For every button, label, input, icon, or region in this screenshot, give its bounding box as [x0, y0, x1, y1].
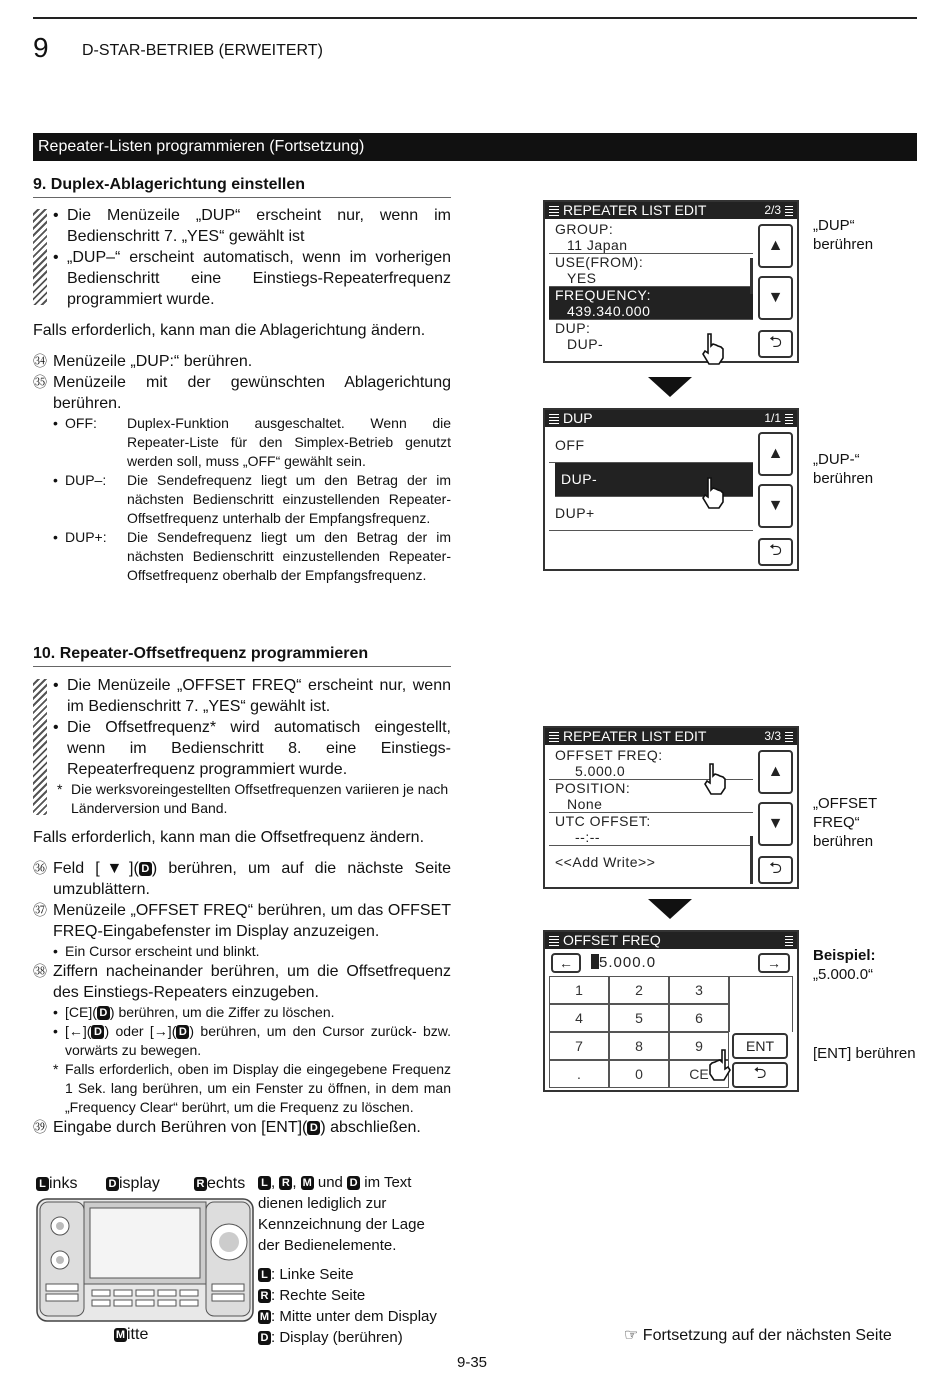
down-icon: ▼	[767, 289, 784, 306]
sec10-note-1: • Die Menüzeile „OFFSET FREQ“ erscheint nur, wenn im Bedienschritt 7. „YES“ gewählt ist.	[53, 675, 451, 717]
def-value: Die Sendefrequenz liegt um den Betrag der im nächsten Bedienschritt einzustellenden Repeater-Offsetfrequenz oberhalb der Empfangsfrequenz.	[127, 529, 451, 583]
header-rule	[33, 17, 917, 19]
step-38-sub-2: • [←]( D ) oder [→]( D ) berühren, um den Cursor zurück- bzw. vorwärts zu bewegen.	[33, 1022, 451, 1060]
step-36: ㊱ Feld [▼]( D ) berühren, um auf die nächste Seite umzublättern.	[33, 860, 451, 898]
key-3[interactable]: 3	[669, 976, 729, 1004]
row-position[interactable]: POSITION: None	[549, 780, 753, 813]
step-35-num: ㉟	[33, 374, 47, 390]
key-8[interactable]: 8	[609, 1032, 669, 1060]
touch-hand-icon	[707, 1048, 733, 1082]
down-icon: ▼	[767, 497, 784, 514]
back-button[interactable]	[732, 1062, 788, 1088]
def-dup-minus	[33, 471, 451, 528]
sec9-notes	[33, 205, 451, 310]
legend-r: R : Rechte Seite	[258, 1285, 437, 1306]
screen-title: REPEATER LIST EDIT 2/3	[545, 202, 797, 219]
sec10-notes	[33, 675, 451, 818]
screen-offset-freq-input	[543, 930, 799, 1092]
screen-title: REPEATER LIST EDIT 3/3	[545, 728, 797, 745]
key-d: D	[176, 1025, 189, 1039]
option-dup-plus[interactable]: DUP+	[549, 497, 753, 531]
key-5[interactable]: 5	[609, 1004, 669, 1032]
sec10-steps	[33, 858, 451, 1138]
arrow-down-icon	[648, 377, 692, 397]
step-37-sub: • Ein Cursor erscheint und blinkt.	[33, 942, 451, 961]
screen-repeater-list-edit-2	[543, 200, 799, 363]
up-icon: ▲	[767, 445, 784, 462]
legend-display: D isplay	[106, 1175, 160, 1193]
radio-front-panel-illustration	[36, 1198, 254, 1324]
screen-repeater-list-edit-3	[543, 726, 799, 889]
cursor-block	[591, 954, 599, 969]
sec10-heading: 10. Repeater-Offsetfrequenz programmieren	[33, 645, 369, 662]
sec9-intro: Falls erforderlich, kann man die Ablagerichtung ändern.	[33, 322, 426, 339]
def-key: • OFF:	[53, 414, 127, 471]
scrollbar[interactable]	[750, 836, 753, 884]
up-button[interactable]	[758, 750, 793, 794]
key-dot[interactable]: .	[549, 1060, 609, 1088]
key-d: D	[97, 1006, 110, 1020]
chapter-number: 9	[33, 32, 49, 63]
keypad-blank	[729, 976, 793, 1032]
step-35	[33, 372, 451, 414]
sec9-steps	[33, 351, 451, 585]
screen-title: DUP 1/1	[545, 410, 797, 427]
row-use-from[interactable]: USE(FROM): YES	[549, 254, 753, 287]
back-icon: ⮌	[769, 541, 782, 559]
legend-list	[258, 1264, 437, 1348]
key-7[interactable]: 7	[549, 1032, 609, 1060]
legend-l: L : Linke Seite	[258, 1264, 437, 1285]
cursor-right-button[interactable]: →	[758, 953, 790, 973]
note-hatch	[33, 679, 47, 815]
screen-title: OFFSET FREQ	[545, 932, 797, 949]
up-button[interactable]	[758, 432, 793, 476]
sec10-intro: Falls erforderlich, kann man die Offsetfrequenz ändern.	[33, 829, 425, 846]
section-bar: Repeater-Listen programmieren (Fortsetzung)	[33, 133, 917, 161]
sec9-heading: 9. Duplex-Ablagerichtung einstellen	[33, 176, 306, 193]
row-frequency[interactable]: FREQUENCY: 439.340.000	[549, 287, 753, 320]
legend-rechts: R echts	[194, 1175, 245, 1193]
row-group[interactable]: GROUP: 11 Japan	[549, 221, 753, 254]
step-38-sub-1: • [CE]( D ) berühren, um die Ziffer zu löschen.	[33, 1003, 451, 1022]
key-1[interactable]: 1	[549, 976, 609, 1004]
legend-description: L , R , M und D im Text dienen lediglich zur Kennzeichnung der Lage der Bedienelemente.	[258, 1174, 425, 1254]
sec10-asterisk: * Die werksvoreingestellten Offsetfrequenzen variieren je nach Länderversion und Band.	[57, 781, 449, 816]
touch-hand-icon	[700, 332, 726, 366]
def-key: • DUP+:	[53, 528, 127, 585]
cursor-left-button[interactable]: ←	[551, 953, 581, 973]
row-add-write[interactable]: <<Add Write>>	[555, 854, 656, 870]
key-2[interactable]: 2	[609, 976, 669, 1004]
step-34-num: ㉞	[33, 353, 47, 369]
key-6[interactable]: 6	[669, 1004, 729, 1032]
step-39: ㊴ Eingabe durch Berühren von [ENT]( D ) abschließen.	[33, 1119, 421, 1136]
sec10-rule	[33, 666, 451, 667]
up-icon: ▲	[767, 237, 784, 254]
note-hatch	[33, 209, 47, 305]
step-35-text: Menüzeile mit der gewünschten Ablagerichtung berühren.	[53, 374, 451, 412]
caption-dup: „DUP“ berühren	[813, 217, 874, 253]
touch-hand-icon	[702, 762, 728, 796]
down-button[interactable]	[758, 802, 793, 846]
down-icon: ▼	[767, 815, 784, 832]
step-38-asterisk: * Falls erforderlich, oben im Display die eingegebene Frequenz 1 Sek. lang berühren, um ein Fenster zu öffnen, in dem man „Frequency Clear“ berührt, um die Frequenz zu löschen.	[33, 1060, 451, 1117]
scrollbar[interactable]	[750, 258, 753, 294]
ent-button[interactable]: ENT	[732, 1033, 788, 1059]
row-utc-offset[interactable]: UTC OFFSET: --:--	[549, 813, 753, 846]
def-off	[33, 414, 451, 471]
key-4[interactable]: 4	[549, 1004, 609, 1032]
step-34	[33, 351, 451, 372]
sec10-note-2: • Die Offsetfrequenz* wird automatisch eingestellt, wenn im Bedienschritt 8. eine Einstiegs-Repeaterfrequenz programmiert wurde.	[53, 717, 451, 780]
sec9-note-2: • „DUP–“ erscheint automatisch, wenn im vorherigen Bedienschritt eine Einstiegs-Repeaterfrequenz programmiert wurde.	[53, 247, 451, 310]
key-0[interactable]: 0	[609, 1060, 669, 1088]
key-9[interactable]: 9	[669, 1032, 729, 1060]
back-icon: ⮌	[769, 333, 782, 351]
touch-hand-icon	[700, 476, 726, 510]
option-off[interactable]: OFF	[549, 429, 753, 463]
legend-d: D : Display (berühren)	[258, 1327, 437, 1348]
def-dup-plus	[33, 528, 451, 585]
page-number: 9-35	[457, 1354, 488, 1371]
back-icon: ⮌	[769, 859, 782, 877]
chapter-title: D-STAR-BETRIEB (ERWEITERT)	[82, 42, 323, 59]
continue-note: ☞ Fortsetzung auf der nächsten Seite	[624, 1327, 892, 1344]
step-37: ㊲ Menüzeile „OFFSET FREQ“ berühren, um das OFFSET FREQ-Eingabefenster im Display anzuzeigen.	[33, 902, 451, 940]
down-button[interactable]	[758, 276, 793, 320]
legend-mitte: M itte	[115, 1326, 149, 1343]
legend-m: M : Mitte unter dem Display	[259, 1308, 437, 1325]
key-ce[interactable]: CE	[669, 1060, 729, 1088]
caption-dup-minus: „DUP-“ berühren	[813, 451, 874, 487]
back-button[interactable]	[758, 538, 793, 566]
step-38: ㊳ Ziffern nacheinander berühren, um die Offsetfrequenz des Einstiegs-Repeaters einzugeben.	[33, 963, 451, 1001]
up-icon: ▲	[767, 763, 784, 780]
def-value: Duplex-Funktion ausgeschaltet. Wenn die Repeater-Liste für den Simplex-Betrieb genutzt werden soll, muss „OFF“ gewählt sein.	[127, 415, 451, 469]
sec9-note-1: • Die Menüzeile „DUP“ erscheint nur, wenn im Bedienschritt 7. „YES“ gewählt ist	[53, 205, 451, 247]
row-offset-freq[interactable]: OFFSET FREQ: 5.000.0	[549, 747, 753, 780]
caption-offset-freq: „OFFSET FREQ“ berühren	[813, 795, 877, 850]
caption-ent: [ENT] berühren	[813, 1045, 916, 1062]
caption-example: Beispiel: „5.000.0“	[813, 947, 876, 983]
step-34-text: Menüzeile „DUP:“ berühren.	[53, 353, 253, 370]
down-button[interactable]	[758, 484, 793, 528]
key-d: D	[91, 1025, 104, 1039]
key-d: D	[139, 862, 152, 876]
def-value: Die Sendefrequenz liegt um den Betrag der im nächsten Bedienschritt einzustellenden Repeater-Offsetfrequenz unterhalb der Empfangsfrequenz.	[127, 472, 451, 526]
up-button[interactable]	[758, 224, 793, 268]
arrow-down-icon	[648, 899, 692, 919]
row-dup[interactable]: DUP: DUP-	[555, 320, 604, 352]
back-button[interactable]	[758, 330, 793, 358]
key-d: D	[307, 1121, 320, 1135]
screen-dup-select	[543, 408, 799, 571]
sec9-rule	[33, 197, 451, 198]
legend-links: L inks	[36, 1175, 77, 1193]
freq-input-field[interactable]: 5.000.0	[591, 954, 656, 971]
def-key: • DUP–:	[53, 471, 127, 528]
back-icon: ⮌	[753, 1064, 767, 1082]
back-button[interactable]	[758, 856, 793, 884]
option-dup-minus[interactable]: DUP-	[555, 463, 753, 497]
